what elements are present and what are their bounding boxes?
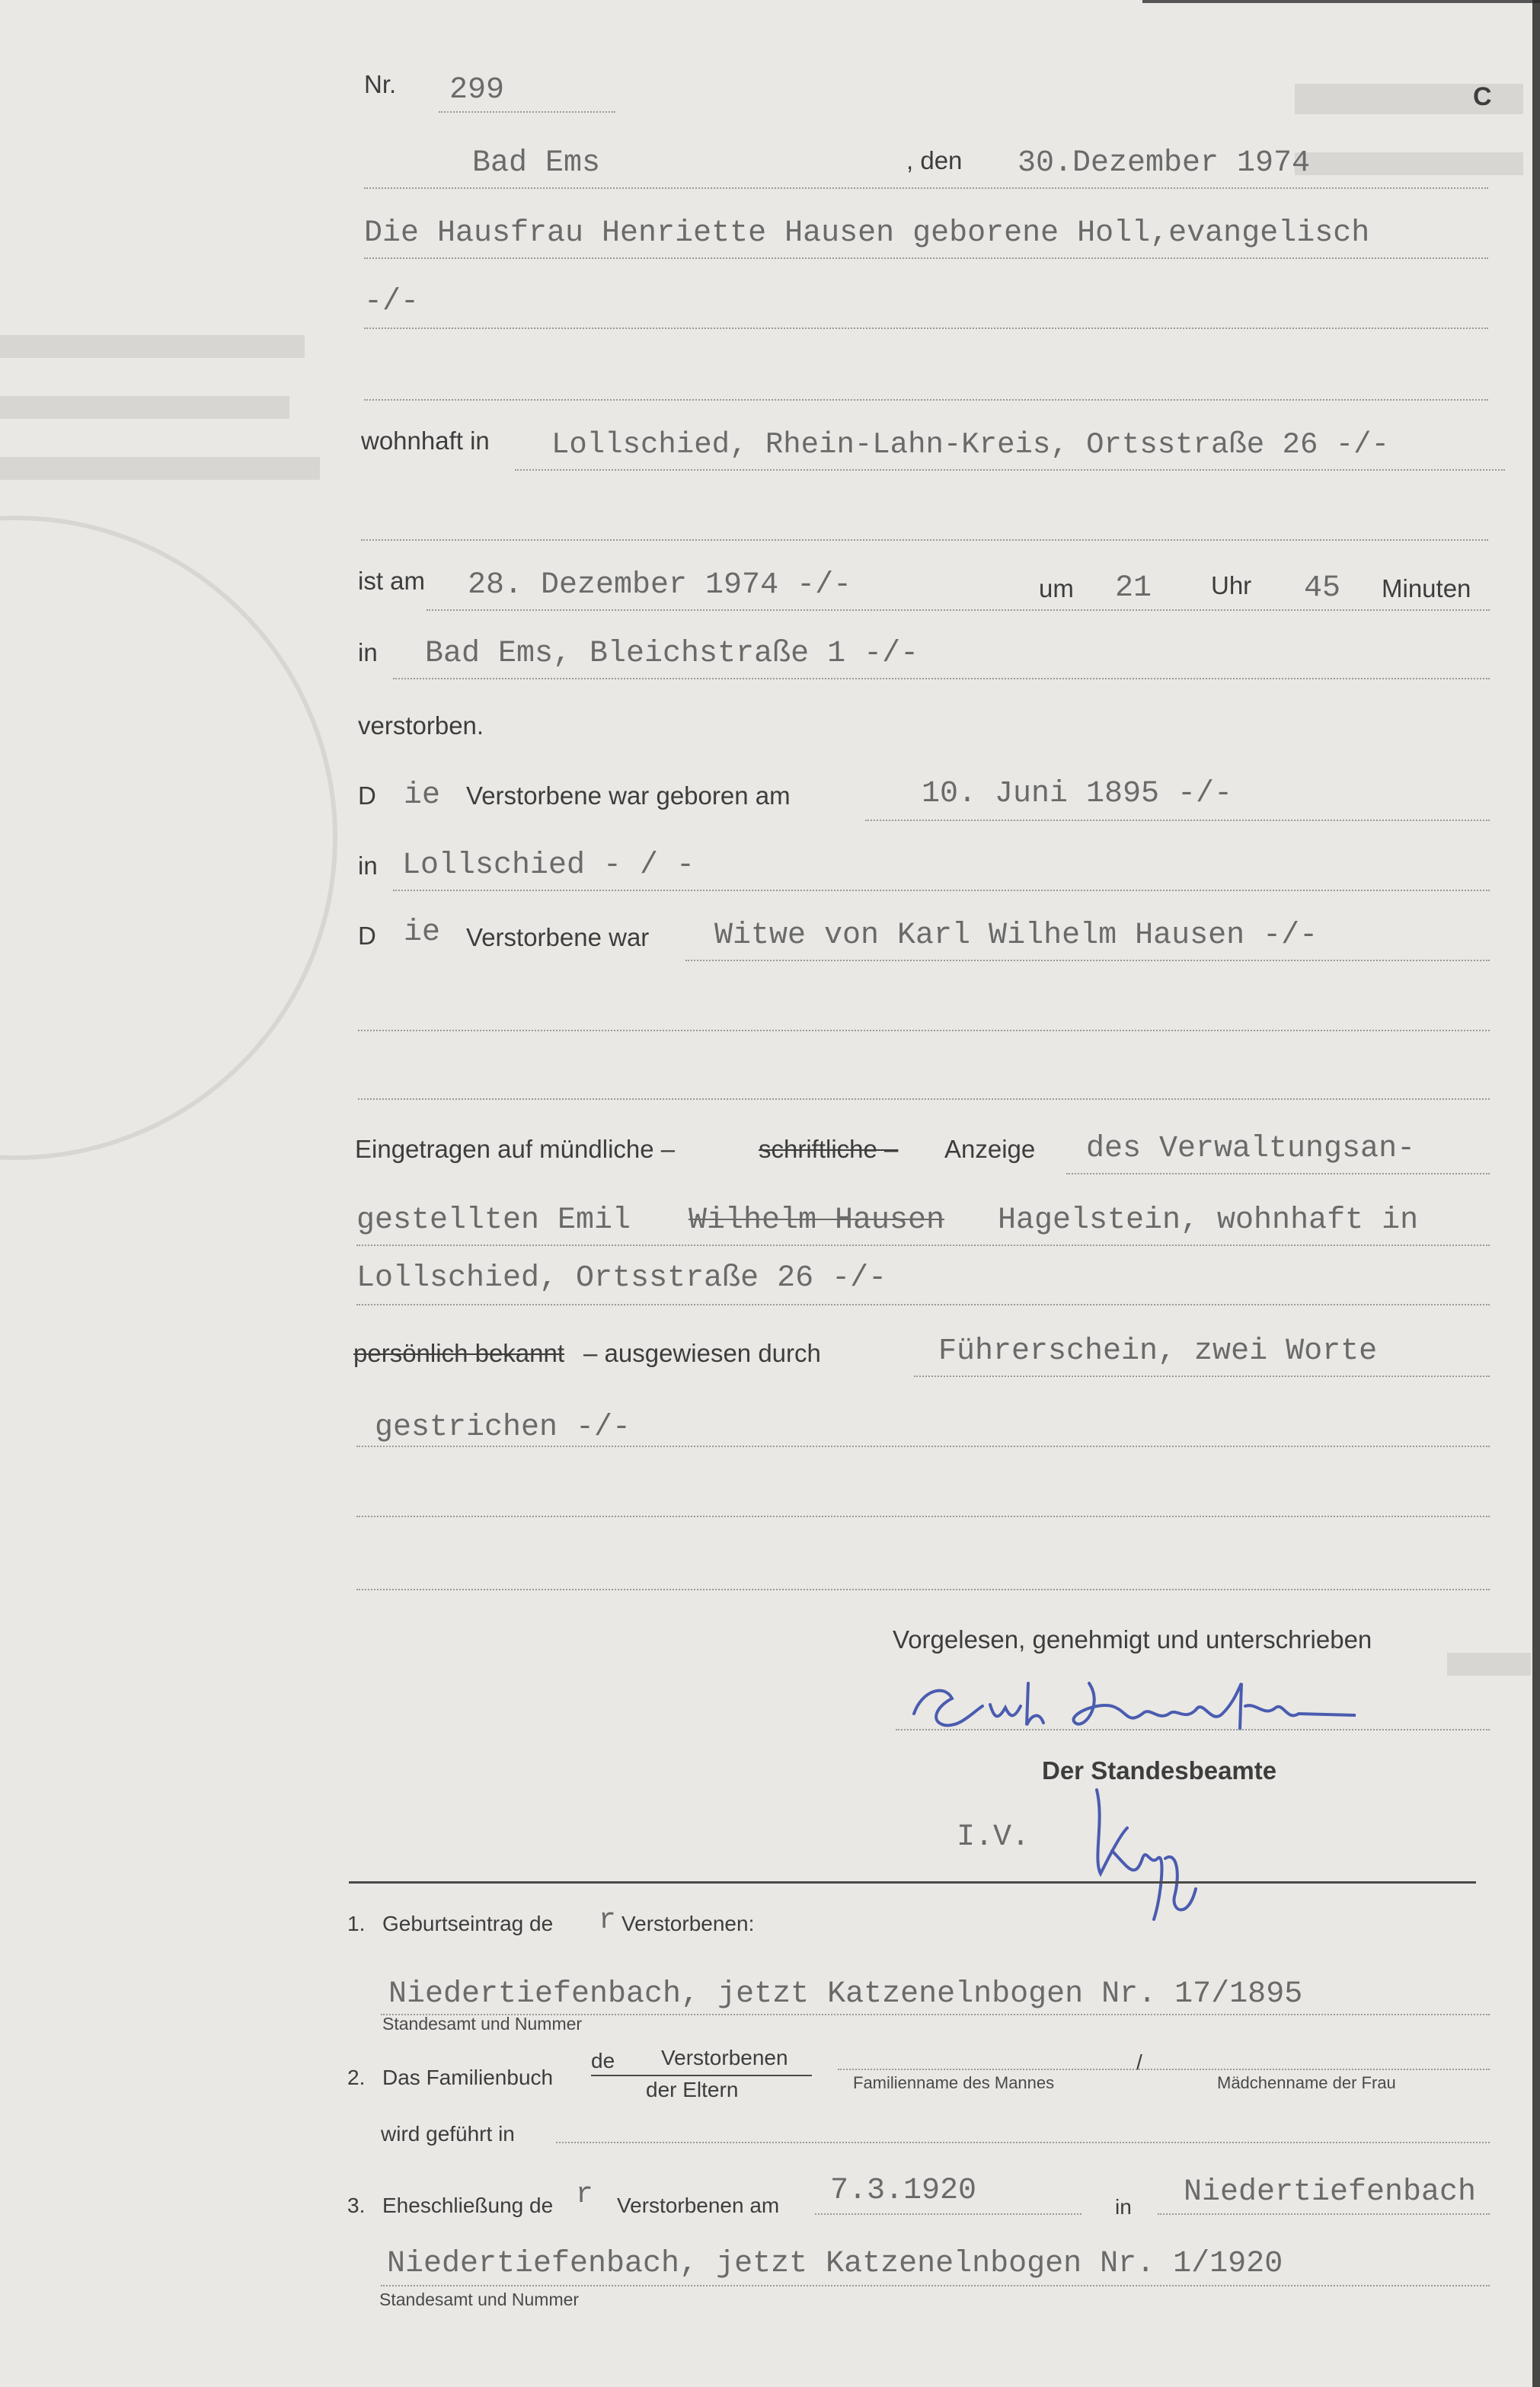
rule	[364, 328, 1488, 329]
um-label: um	[1039, 574, 1074, 602]
place-of-registration: Bad Ems	[472, 146, 601, 181]
standesamt-label-1: Standesamt und Nummer	[382, 2014, 583, 2034]
rule	[356, 1446, 1490, 1447]
informant-line-1: des Verwaltungsan-	[1086, 1132, 1416, 1166]
rule	[356, 1589, 1490, 1590]
item3-label2: Verstorbenen am	[617, 2194, 780, 2217]
rule	[358, 1098, 1490, 1100]
birth-d-label: D	[358, 781, 376, 810]
informant-line-2b: Hagelstein, wohnhaft in	[998, 1203, 1419, 1238]
vorgelesen-label: Vorgelesen, genehmigt und unterschrieben	[893, 1625, 1372, 1654]
persoenlich-bekannt-struck: persönlich bekannt	[353, 1339, 565, 1367]
rule	[381, 2285, 1490, 2286]
rule	[1158, 2213, 1490, 2215]
item3-in: in	[1115, 2195, 1132, 2219]
rule	[591, 2075, 812, 2076]
svg-text:Kopp: Kopp	[1127, 1850, 1131, 1852]
item2-familienname: Familienname des Mannes	[853, 2073, 1055, 2092]
birth-label: Verstorbene war geboren am	[466, 781, 791, 810]
rule	[838, 2069, 1490, 2070]
death-in-label: in	[358, 638, 378, 666]
birth-registry-entry: Niedertiefenbach, jetzt Katzenelnbogen Nr. 17/1895	[388, 1977, 1303, 2012]
deceased-name-line: Die Hausfrau Henriette Hausen geborene Holl,evangelisch	[364, 216, 1370, 251]
item3-label: Eheschließung de	[382, 2194, 554, 2217]
rule	[356, 1245, 1490, 1246]
standesbeamte-label: Der Standesbeamte	[1042, 1756, 1277, 1785]
correction-note: gestrichen -/-	[375, 1411, 631, 1445]
item2-maedchenname: Mädchenname der Frau	[1217, 2073, 1396, 2092]
marriage-registry-entry: Niedertiefenbach, jetzt Katzenelnbogen Nr. 1/1920	[387, 2247, 1283, 2281]
corner-letter: C	[1473, 82, 1492, 111]
rule	[914, 1376, 1490, 1377]
identification-document: Führerschein, zwei Worte	[938, 1334, 1378, 1369]
rule	[427, 609, 1490, 611]
ausgewiesen-label: – ausgewiesen durch	[583, 1339, 821, 1367]
item3-r: r	[576, 2178, 593, 2211]
rule	[356, 1304, 1490, 1305]
uhr-label: Uhr	[1211, 571, 1252, 599]
item1-number: 1.	[347, 1912, 366, 1935]
item2-label: Das Familienbuch	[382, 2066, 554, 2089]
rule	[393, 678, 1490, 679]
rule	[361, 539, 1488, 541]
rule	[865, 820, 1490, 821]
date-of-birth: 10. Juni 1895 -/-	[922, 777, 1233, 811]
place-of-death: Bad Ems, Bleichstraße 1 -/-	[425, 637, 919, 671]
marriage-date: 7.3.1920	[830, 2174, 977, 2208]
footer-divider	[349, 1881, 1476, 1884]
register-number: 299	[449, 73, 505, 107]
iv-label: I.V.	[957, 1820, 1030, 1855]
status-d-label: D	[358, 922, 376, 950]
date-of-death: 28. Dezember 1974 -/-	[468, 568, 852, 602]
rule	[358, 1030, 1490, 1031]
report-label-struck: schriftliche –	[759, 1135, 899, 1163]
page-top-edge	[1142, 0, 1540, 3]
item2-slash: /	[1136, 2050, 1142, 2074]
informant-signature	[899, 1660, 1356, 1744]
rule	[364, 187, 1488, 189]
wohnhaft-label: wohnhaft in	[361, 427, 490, 455]
nr-label: Nr.	[364, 70, 397, 98]
den-label: , den	[906, 146, 963, 174]
rule	[896, 1729, 1490, 1730]
rule	[439, 111, 615, 113]
status-ie-typed: ie	[404, 915, 441, 950]
informant-struck-name: Wilhelm Hausen	[689, 1203, 945, 1238]
registration-date: 30.Dezember 1974	[1018, 146, 1311, 181]
item2-de: de	[591, 2049, 615, 2072]
rule	[364, 399, 1488, 401]
minute-of-death: 45	[1304, 571, 1341, 606]
rule	[815, 2213, 1082, 2215]
official-signature	[1082, 1775, 1203, 1927]
item3-number: 3.	[347, 2194, 366, 2217]
rule	[556, 2142, 1490, 2143]
rule	[1066, 1173, 1490, 1174]
rule	[393, 890, 1490, 891]
birth-ie-typed: ie	[404, 778, 441, 813]
item1-r: r	[599, 1904, 616, 1937]
minuten-label: Minuten	[1382, 574, 1471, 602]
birth-in-label: in	[358, 852, 378, 880]
marital-status: Witwe von Karl Wilhelm Hausen -/-	[714, 919, 1318, 953]
standesamt-label-2: Standesamt und Nummer	[379, 2290, 580, 2309]
verstorben-label: verstorben.	[358, 711, 484, 740]
item2-eltern: der Eltern	[646, 2078, 739, 2101]
report-label-start: Eingetragen auf mündliche –	[355, 1135, 676, 1163]
item2-verstorbenen: Verstorbenen	[661, 2046, 788, 2069]
residence: Lollschied, Rhein-Lahn-Kreis, Ortsstraße 26 -/-	[551, 428, 1389, 462]
rule	[356, 1516, 1490, 1517]
marriage-place: Niedertiefenbach	[1184, 2175, 1477, 2210]
report-label-end: Anzeige	[944, 1135, 1036, 1163]
item1-label2: Verstorbenen:	[621, 1912, 755, 1935]
item2-number: 2.	[347, 2066, 366, 2089]
item1-label: Geburtseintrag de	[382, 1912, 554, 1935]
svg-text:Emil Hagelstein: Emil Hagelstein	[1127, 1705, 1139, 1707]
informant-line-3: Lollschied, Ortsstraße 26 -/-	[356, 1261, 887, 1296]
rule	[364, 257, 1488, 259]
hour-of-death: 21	[1115, 571, 1152, 606]
ist-am-label: ist am	[358, 567, 426, 595]
page-right-edge	[1532, 0, 1540, 2387]
status-label: Verstorbene war	[466, 923, 650, 951]
rule	[515, 469, 1505, 471]
rule	[685, 960, 1490, 961]
deceased-line-2: -/-	[364, 285, 420, 319]
informant-line-2a: gestellten Emil	[356, 1203, 631, 1238]
place-of-birth: Lollschied - / -	[402, 848, 695, 883]
item2-gefuehrt: wird geführt in	[381, 2122, 515, 2146]
